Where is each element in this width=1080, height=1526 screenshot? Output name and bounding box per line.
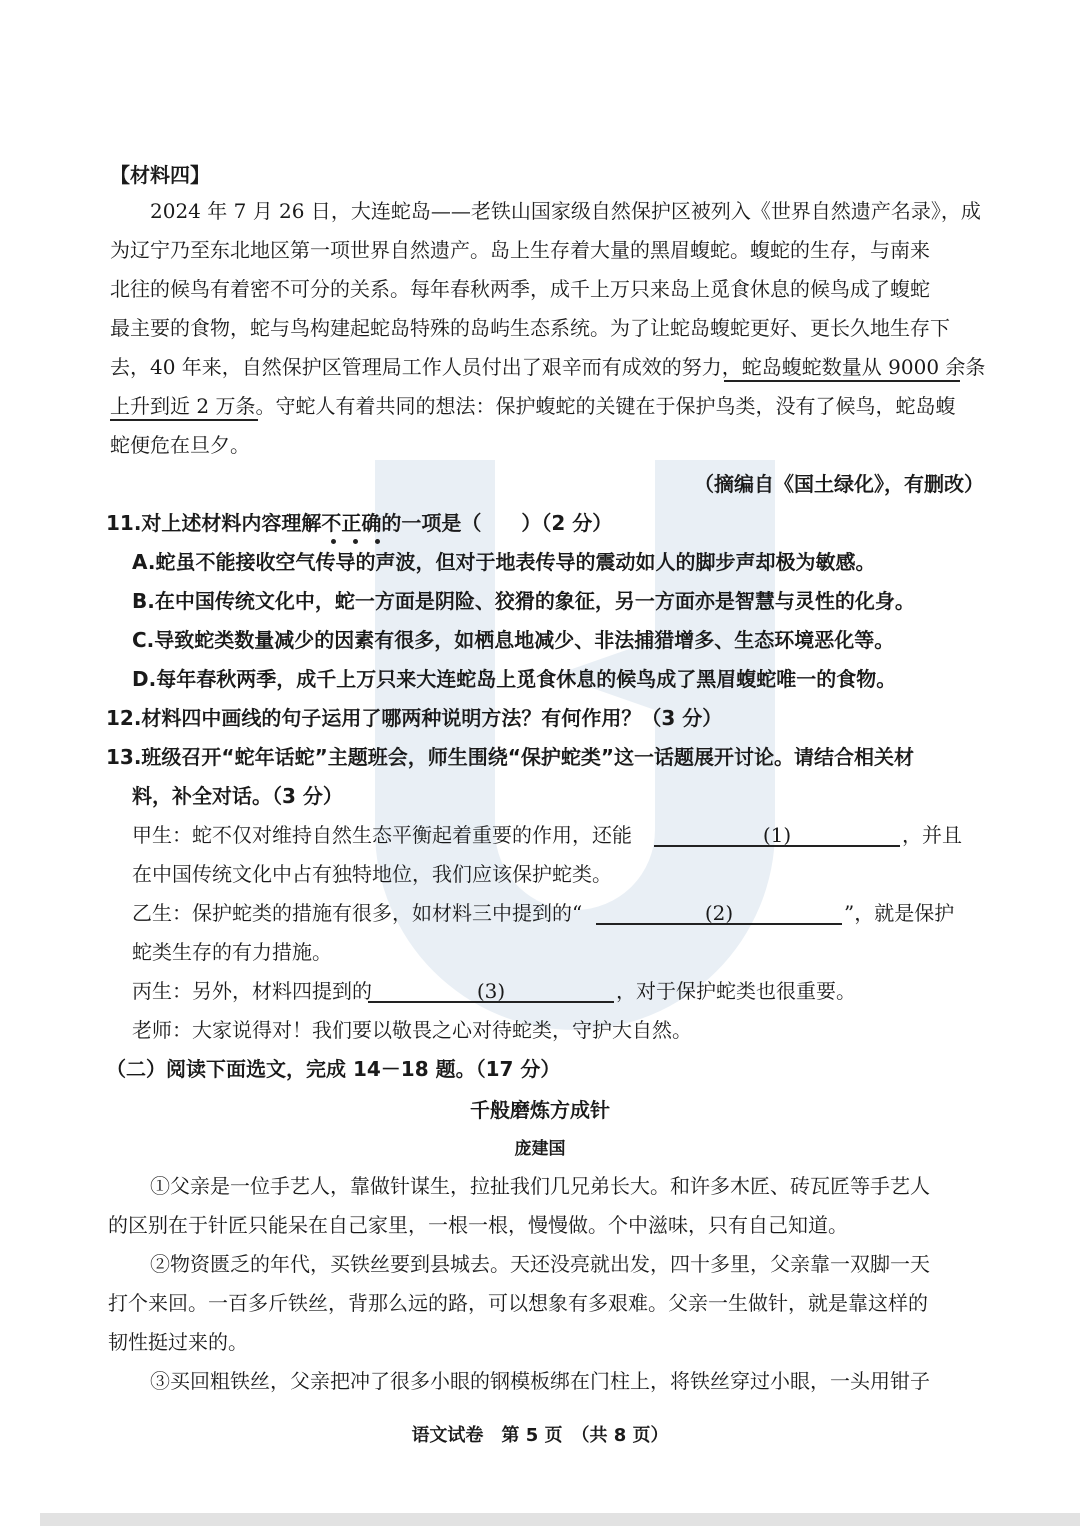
article-paragraph: ①父亲是一位手艺人，靠做针谋生，拉扯我们几兄弟长大。和许多木匠、砖瓦匠等手艺人	[150, 1174, 930, 1198]
dialogue-teacher: 老师：大家说得对！我们要以敬畏之心对待蛇类，守护大自然。	[132, 1018, 692, 1042]
article-paragraph: 打个来回。一百多斤铁丝，背那么远的路，可以想象有多艰难。父亲一生做针，就是靠这样的	[108, 1291, 928, 1315]
article-paragraph: ③买回粗铁丝，父亲把冲了很多小眼的钢模板绑在门柱上，将铁丝穿过小眼，一头用钳子	[150, 1369, 930, 1393]
page-footer: 语文试卷 第 5 页 （共 8 页）	[411, 1425, 669, 1446]
section-2-heading: （二）阅读下面选文，完成 14－18 题。（17 分）	[106, 1057, 561, 1081]
question-11-option-a: A.蛇虽不能接收空气传导的声波，但对于地表传导的震动如人的脚步声却极为敏感。	[132, 550, 876, 574]
material4-line: 去，40 年来，自然保护区管理局工作人员付出了艰辛而有成效的努力，蛇岛蝮蛇数量从 9000 余条	[110, 355, 986, 379]
question-11-option-b: B.在中国传统文化中，蛇一方面是阴险、狡猾的象征，另一方面亦是智慧与灵性的化身。	[132, 589, 915, 613]
answer-blank-3-label: (3)	[476, 979, 506, 1003]
material4-line: 上升到近 2 万条。守蛇人有着共同的想法：保护蝮蛇的关键在于保护鸟类，没有了候鸟，蛇岛蝮	[110, 394, 956, 418]
material4-line: 2024 年 7 月 26 日，大连蛇岛——老铁山国家级自然保护区被列入《世界自然遗产名录》，成	[150, 199, 981, 223]
article-paragraph: 的区别在于针匠只能呆在自己家里，一根一根，慢慢做。个中滋味，只有自己知道。	[108, 1213, 848, 1237]
question-11-option-d: D.每年春秋两季，成千上万只来大连蛇岛上觅食休息的候鸟成了黑眉蝮蛇唯一的食物。	[132, 667, 897, 691]
underline-mark	[110, 419, 258, 421]
emphasis-dot	[331, 539, 336, 544]
dialogue-yi: 乙生：保护蛇类的措施有很多，如材料三中提到的“	[132, 901, 583, 925]
question-11-option-c: C.导致蛇类数量减少的因素有很多，如栖息地减少、非法捕猎增多、生态环境恶化等。	[132, 628, 895, 652]
material4-line: 最主要的食物，蛇与鸟构建起蛇岛特殊的岛屿生态系统。为了让蛇岛蝮蛇更好、更长久地生存下	[110, 316, 950, 340]
article-paragraph: ②物资匮乏的年代，买铁丝要到县城去。天还没亮就出发，四十多里，父亲靠一双脚一天	[150, 1252, 930, 1276]
dialogue-jia: ，并且	[902, 823, 962, 847]
emphasis-dot	[375, 539, 380, 544]
question-12-stem: 12.材料四中画线的句子运用了哪两种说明方法？有何作用？（3 分）	[106, 706, 723, 730]
dialogue-bing: ，对于保护蛇类也很重要。	[616, 979, 856, 1003]
material4-line: 为辽宁乃至东北地区第一项世界自然遗产。岛上生存着大量的黑眉蝮蛇。蝮蛇的生存，与南来	[110, 238, 930, 262]
material4-line: 北往的候鸟有着密不可分的关系。每年春秋两季，成千上万只来岛上觅食休息的候鸟成了蝮蛇	[110, 277, 930, 301]
dialogue-bing: 丙生：另外，材料四提到的	[132, 979, 372, 1003]
question-11-stem: 11.对上述材料内容理解不正确的一项是（ ）（2 分）	[106, 511, 613, 535]
dialogue-yi: ”，就是保护	[844, 901, 955, 925]
material4-source: （摘编自《国土绿化》，有删改）	[694, 472, 984, 496]
emphasis-dot	[353, 539, 358, 544]
dialogue-yi: 蛇类生存的有力措施。	[132, 940, 332, 964]
scroll-bar[interactable]	[40, 1513, 1080, 1526]
article-paragraph: 韧性挺过来的。	[108, 1330, 248, 1354]
dialogue-jia: 甲生：蛇不仅对维持自然生态平衡起着重要的作用，还能	[132, 823, 632, 847]
underline-mark	[724, 380, 960, 382]
article-author: 庞建国	[514, 1139, 566, 1159]
question-13-stem: 料，补全对话。（3 分）	[132, 784, 343, 808]
dialogue-jia: 在中国传统文化中占有独特地位，我们应该保护蛇类。	[132, 862, 612, 886]
answer-blank-2-label: (2)	[704, 901, 734, 925]
article-title: 千般磨炼方成针	[470, 1098, 610, 1122]
question-13-stem: 13.班级召开“蛇年话蛇”主题班会，师生围绕“保护蛇类”这一话题展开讨论。请结合相关材	[106, 745, 915, 769]
material4-line: 蛇便危在旦夕。	[110, 433, 250, 457]
material4-heading: 【材料四】	[110, 163, 210, 187]
answer-blank-1-label: (1)	[762, 823, 792, 847]
